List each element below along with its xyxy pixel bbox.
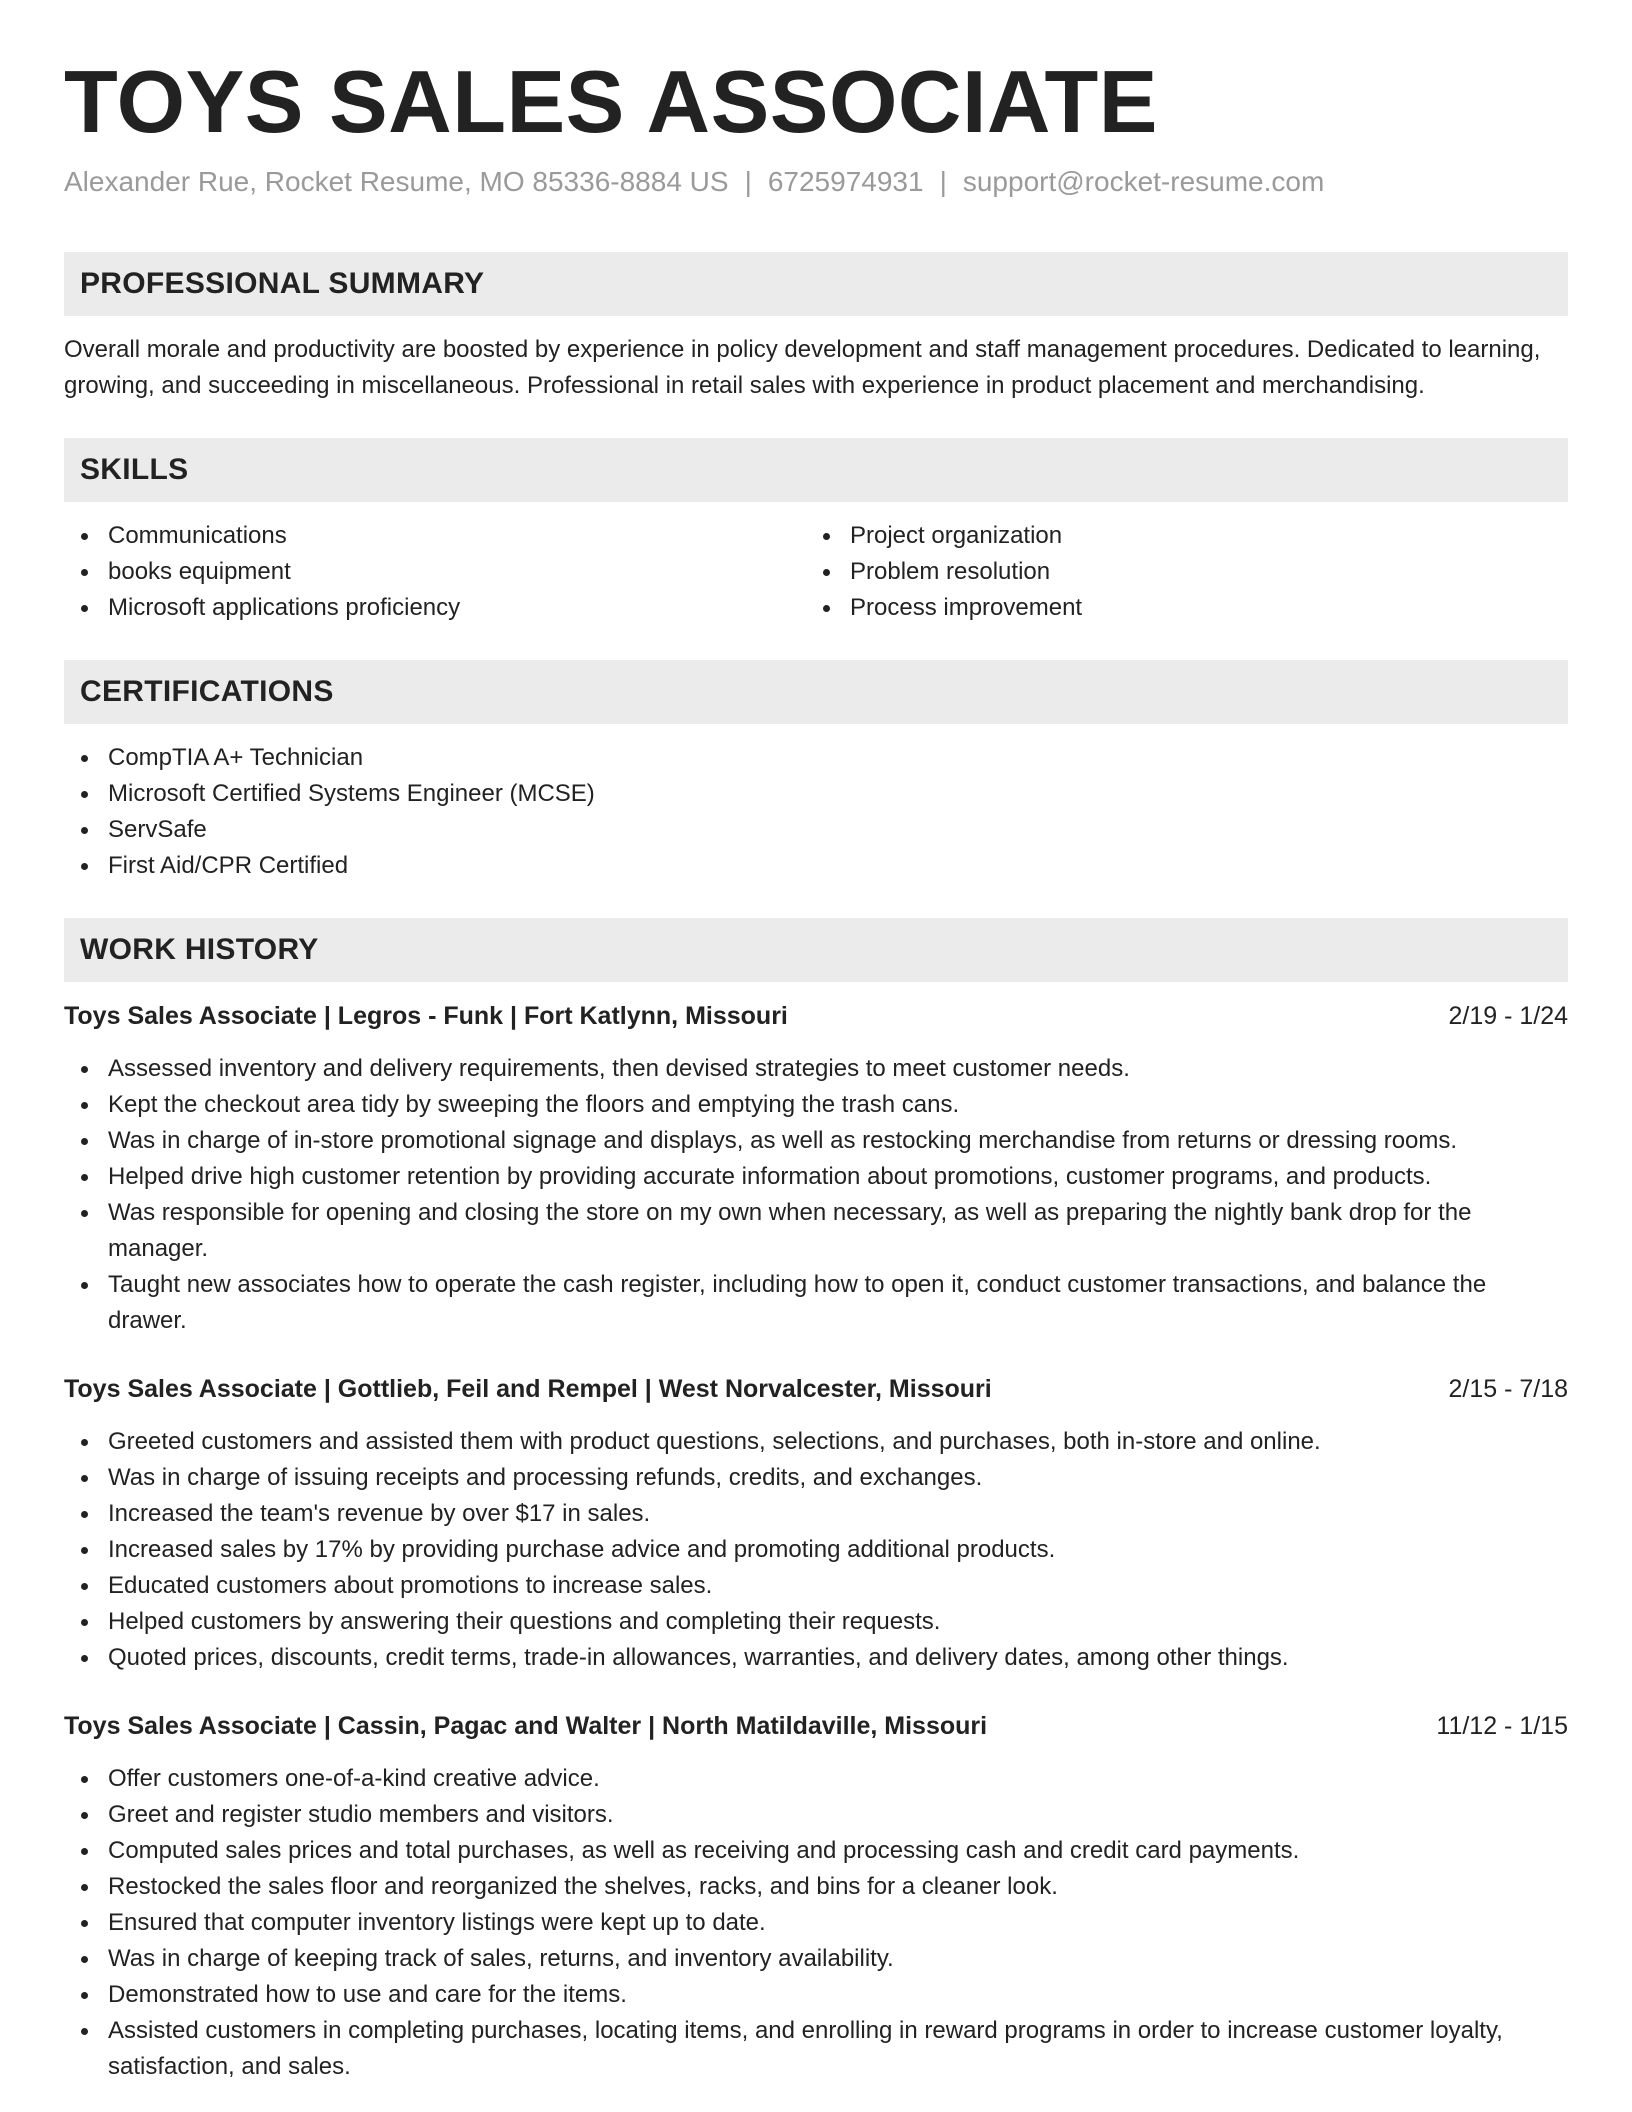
summary-text: Overall morale and productivity are boosted by experience in policy development and staff management procedures. Dedicated to learning, growing, and succeeding in miscellaneous. Professional in retail sales with experience in product placement and merchandising. <box>64 336 1541 399</box>
contact-separator: | <box>939 166 947 197</box>
job-bullet: Restocked the sales floor and reorganized the shelves, racks, and bins for a cleaner look. <box>64 1869 1568 1905</box>
job-bullet: Taught new associates how to operate the cash register, including how to open it, conduct customer transactions, and balance the drawer. <box>64 1267 1568 1339</box>
job-bullet: Was in charge of in-store promotional signage and displays, as well as restocking merchandise from returns or dressing rooms. <box>64 1123 1568 1159</box>
job-bullet: Helped customers by answering their questions and completing their requests. <box>64 1604 1568 1640</box>
job-bullet: Educated customers about promotions to increase sales. <box>64 1568 1568 1604</box>
skill-item: Communications <box>64 518 806 554</box>
job-bullet: Assessed inventory and delivery requirements, then devised strategies to meet customer needs. <box>64 1051 1568 1087</box>
resume-title: TOYS SALES ASSOCIATE <box>64 52 1158 151</box>
job-bullet: Was responsible for opening and closing the store on my own when necessary, as well as preparing the nightly bank drop for the manager. <box>64 1195 1568 1267</box>
skill-item: Microsoft applications proficiency <box>64 590 806 626</box>
skills-list <box>64 518 1568 626</box>
job-bullet: Computed sales prices and total purchases, as well as receiving and processing cash and credit card payments. <box>64 1833 1568 1869</box>
skills-column-left <box>64 518 806 626</box>
job-header <box>64 1371 1568 1407</box>
job-bullet: Demonstrated how to use and care for the items. <box>64 1977 1568 2013</box>
skills-column-right <box>806 518 1548 626</box>
skill-item: Problem resolution <box>806 554 1548 590</box>
job-bullet: Greeted customers and assisted them with product questions, selections, and purchases, both in-store and online. <box>64 1424 1568 1460</box>
job-bullet: Greet and register studio members and visitors. <box>64 1797 1568 1833</box>
job-bullet: Kept the checkout area tidy by sweeping the floors and emptying the trash cans. <box>64 1087 1568 1123</box>
skill-item: books equipment <box>64 554 806 590</box>
job-bullet: Increased sales by 17% by providing purchase advice and promoting additional products. <box>64 1532 1568 1568</box>
certification-item: First Aid/CPR Certified <box>64 848 1568 884</box>
job-bullet: Was in charge of keeping track of sales, returns, and inventory availability. <box>64 1941 1568 1977</box>
job-title: Toys Sales Associate | Gottlieb, Feil and Rempel | West Norvalcester, Missouri <box>64 1375 992 1403</box>
job-bullet: Assisted customers in completing purchases, locating items, and enrolling in reward programs in order to increase customer loyalty, satisfaction, and sales. <box>64 2013 1568 2085</box>
contact-address: Alexander Rue, Rocket Resume, MO 85336-8884 US <box>64 166 729 197</box>
job-bullet: Ensured that computer inventory listings were kept up to date. <box>64 1905 1568 1941</box>
job-bullet: Helped drive high customer retention by providing accurate information about promotions, customer programs, and products. <box>64 1159 1568 1195</box>
certifications-list <box>64 740 1568 884</box>
job-bullet-list <box>64 1424 1568 1676</box>
skills-heading: SKILLS <box>64 438 1568 502</box>
job-dates: 2/15 - 7/18 <box>1448 1375 1568 1403</box>
resume-page <box>64 52 1568 2085</box>
job-header <box>64 1708 1568 1744</box>
certifications-heading: CERTIFICATIONS <box>64 660 1568 724</box>
certification-item: ServSafe <box>64 812 1568 848</box>
certification-item: Microsoft Certified Systems Engineer (MCSE) <box>64 776 1568 812</box>
job-header <box>64 998 1568 1034</box>
job-entry <box>64 1708 1568 2085</box>
summary-heading: PROFESSIONAL SUMMARY <box>64 252 1568 316</box>
job-dates: 2/19 - 1/24 <box>1448 1002 1568 1030</box>
contact-email[interactable]: support@rocket-resume.com <box>962 166 1325 197</box>
skill-item: Process improvement <box>806 590 1548 626</box>
job-entry <box>64 1371 1568 1676</box>
job-bullet: Increased the team's revenue by over $17 in sales. <box>64 1496 1568 1532</box>
contact-phone: 6725974931 <box>767 166 924 197</box>
job-bullet: Was in charge of issuing receipts and processing refunds, credits, and exchanges. <box>64 1460 1568 1496</box>
job-bullet-list <box>64 1051 1568 1339</box>
job-title: Toys Sales Associate | Cassin, Pagac and Walter | North Matildaville, Missouri <box>64 1712 988 1740</box>
work-history-heading: WORK HISTORY <box>64 918 1568 982</box>
job-bullet-list <box>64 1761 1568 2085</box>
job-title: Toys Sales Associate | Legros - Funk | Fort Katlynn, Missouri <box>64 1002 788 1030</box>
skill-item: Project organization <box>806 518 1548 554</box>
job-entry <box>64 998 1568 1339</box>
job-dates: 11/12 - 1/15 <box>1436 1712 1568 1740</box>
contact-separator: | <box>744 166 752 197</box>
job-bullet: Offer customers one-of-a-kind creative advice. <box>64 1761 1568 1797</box>
contact-line <box>64 164 1568 200</box>
work-history-list <box>64 998 1568 2085</box>
job-bullet: Quoted prices, discounts, credit terms, trade-in allowances, warranties, and delivery dates, among other things. <box>64 1640 1568 1676</box>
certification-item: CompTIA A+ Technician <box>64 740 1568 776</box>
